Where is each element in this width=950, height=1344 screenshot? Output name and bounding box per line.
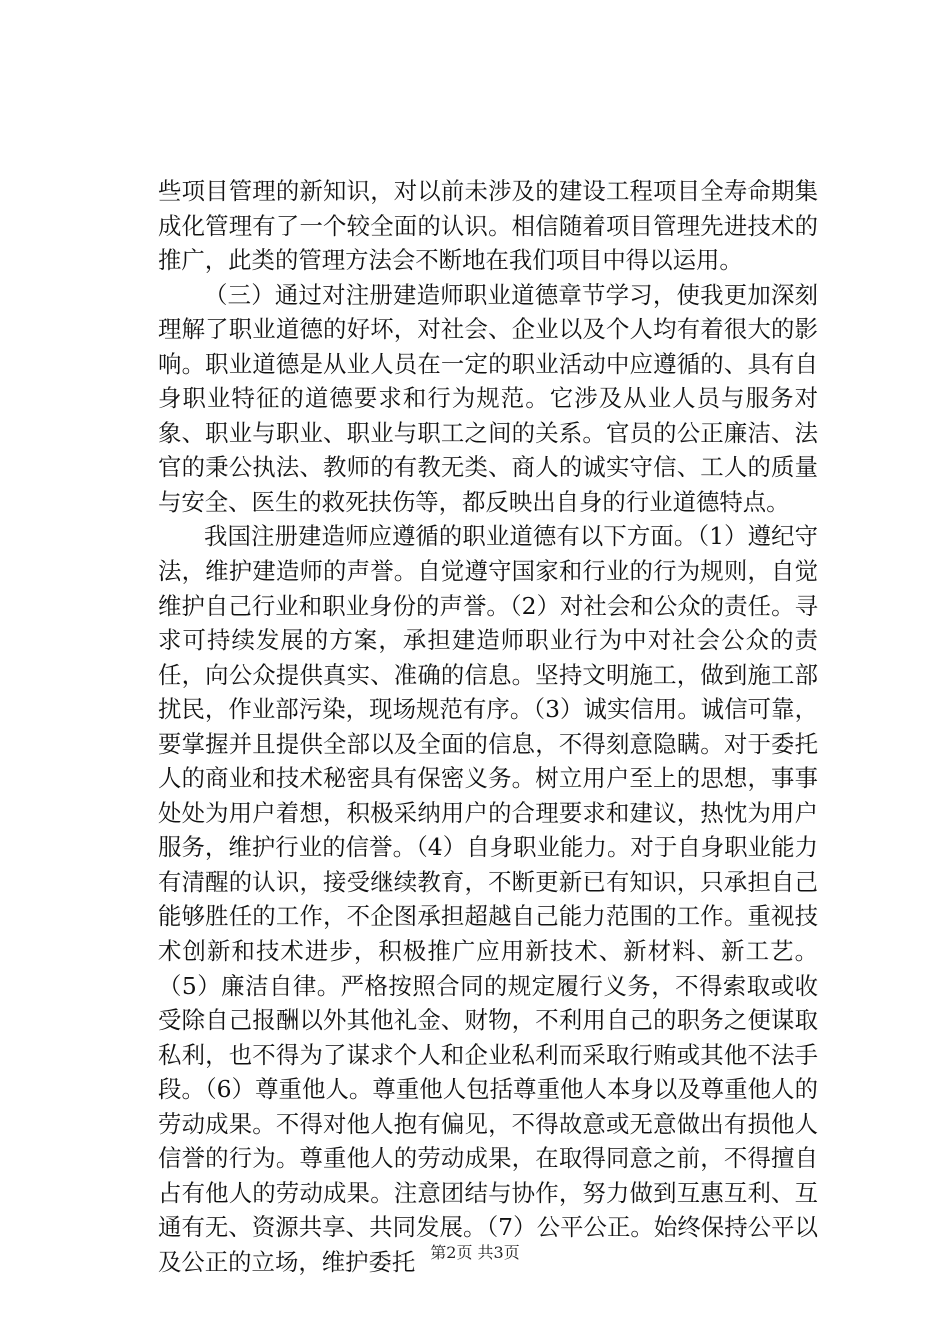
paragraph-ethics-requirements: 我国注册建造师应遵循的职业道德有以下方面。（1）遵纪守法，维护建造师的声誉。自觉遵守国家和行业的行为规则，自觉维护自己行业和职业身份的声誉。（2）对社会和公众的责任。寻求可持续发展的方案，承担建造师职业行为中对社会公众的责任，向公众提供真实、准确的信息。坚持文明施工，做到施工部扰民，作业部污染，现场规范有序。（3）诚实信用。诚信可靠，要掌握并且提供全部以及全面的信息，不得刻意隐瞒。对于委托人的商业和技术秘密具有保密义务。树立用户至上的思想，事事处处为用户着想，积极采纳用户的合理要求和建议，热忱为用户服务，维护行业的信誉。（4）自身职业能力。对于自身职业能力有清醒的认识，接受继续教育，不断更新已有知识，只承担自己能够胜任的工作，不企图承担超越自己能力范围的工作。重视技术创新和技术进步，积极推广应用新技术、新材料、新工艺。（5）廉洁自律。严格按照合同的规定履行义务，不得索取或收受除自己报酬以外其他礼金、财物，不利用自己的职务之便谋取私利，也不得为了谋求个人和企业私利而采取行贿或其他不法手段。（6）尊重他人。尊重他人包括尊重他人本身以及尊重他人的劳动成果。不得对他人抱有偏见，不得故意或无意做出有损他人信誉的行为。尊重他人的劳动成果，在取得同意之前，不得擅自占有他人的劳动成果。注意团结与协作，努力做到互惠互利、互通有无、资源共享、共同发展。（7）公平公正。始终保持公平以及公正的立场，维护委托 xyxy=(158,522,818,1276)
page-number-footer: 第2页 共3页 xyxy=(430,1243,520,1262)
paragraph-professional-ethics: （三）通过对注册建造师职业道德章节学习，使我更加深刻理解了职业道德的好坏，对社会、企业以及个人均有着很大的影响。职业道德是从业人员在一定的职业活动中应遵循的、具有自身职业特征的道德要求和行为规范。它涉及从业人员与服务对象、职业与职业、职业与职工之间的关系。官员的公正廉洁、法官的秉公执法、教师的有教无类、商人的诚实守信、工人的质量与安全、医生的救死扶伤等，都反映出自身的行业道德特点。 xyxy=(158,280,818,516)
paragraph-continued: 些项目管理的新知识，对以前未涉及的建设工程项目全寿命期集成化管理有了一个较全面的认识。相信随着项目管理先进技术的推广，此类的管理方法会不断地在我们项目中得以运用。 xyxy=(158,177,818,275)
document-body xyxy=(158,174,818,1280)
